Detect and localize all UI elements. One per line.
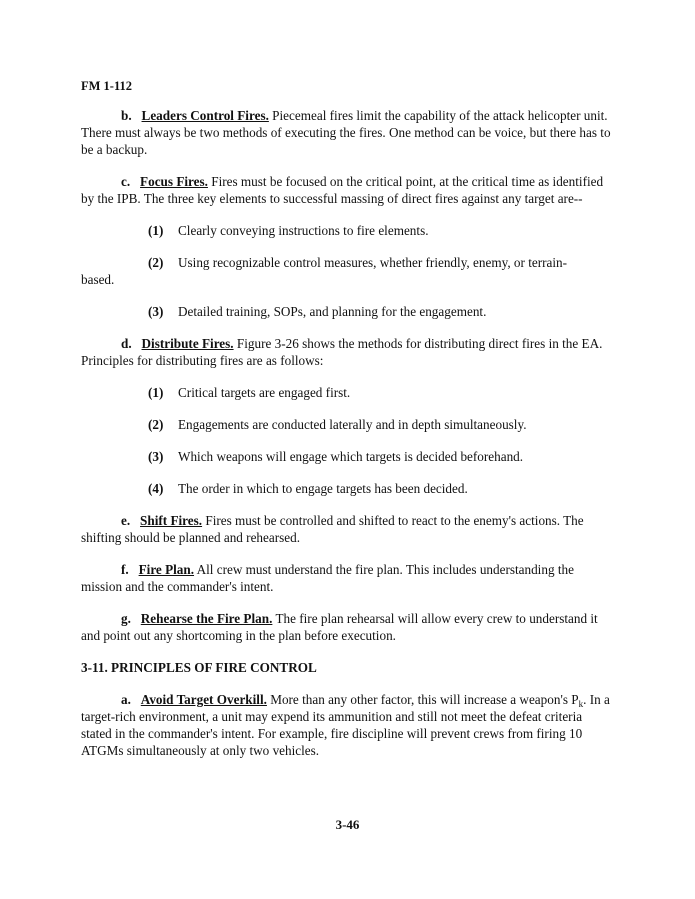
paragraph-text: Piecemeal fires limit the capability of the attack helicopter unit. There must always be two methods of executing the fires. One method can be voice, but there has to be a backup. <box>81 108 611 157</box>
paragraph-label: d. <box>121 336 132 351</box>
list-item <box>148 448 611 465</box>
list-item <box>148 416 611 433</box>
paragraph-a <box>81 691 611 759</box>
item-text: Using recognizable control measures, whether friendly, enemy, or terrain- <box>178 255 567 270</box>
paragraph-text-continued: . In a target-rich environment, a unit may expend its ammunition and still not meet the defeat criteria stated in the commander's intent. For example, fire discipline will prevent crews from firing 10 ATGMs simultaneously at only two vehicles. <box>81 692 610 758</box>
paragraph-label: e. <box>121 513 131 528</box>
paragraph-text: All crew must understand the fire plan. This includes understanding the mission and the commander's intent. <box>81 562 574 594</box>
page-number: 3-46 <box>335 817 360 832</box>
document-page <box>81 78 611 774</box>
paragraph-g <box>81 610 611 644</box>
list-item <box>148 222 611 239</box>
item-number: (1) <box>148 223 164 238</box>
paragraph-e <box>81 512 611 546</box>
paragraph-title: Shift Fires. <box>140 513 203 528</box>
paragraph-b <box>81 107 611 158</box>
paragraph-label: a. <box>121 692 131 707</box>
paragraph-label: c. <box>121 174 131 189</box>
item-text: Detailed training, SOPs, and planning for the engagement. <box>178 304 487 319</box>
paragraph-label: f. <box>121 562 129 577</box>
paragraph-text: More than any other factor, this will increase a weapon's P <box>266 692 579 707</box>
paragraph-text: Fires must be controlled and shifted to react to the enemy's actions. The shifting should be planned and rehearsed. <box>81 513 584 545</box>
paragraph-title: Leaders Control Fires. <box>141 108 269 123</box>
item-text: Which weapons will engage which targets is decided beforehand. <box>178 449 524 464</box>
list-item <box>148 480 611 497</box>
paragraph-title: Rehearse the Fire Plan. <box>140 611 273 626</box>
paragraph-title: Focus Fires. <box>140 174 208 189</box>
paragraph-text: The fire plan rehearsal will allow every crew to understand it and point out any shortcoming in the plan before execution. <box>81 611 598 643</box>
item-number: (4) <box>148 481 164 496</box>
item-text: Critical targets are engaged first. <box>178 385 351 400</box>
list-item <box>148 303 611 320</box>
item-text: The order in which to engage targets has been decided. <box>178 481 468 496</box>
item-number: (2) <box>148 255 164 270</box>
item-text: Engagements are conducted laterally and in depth simultaneously. <box>178 417 527 432</box>
item-text-continued: based. <box>81 272 115 287</box>
paragraph-text: Figure 3-26 shows the methods for distributing direct fires in the EA. Principles for distributing fires are as follows: <box>81 336 603 368</box>
paragraph-d <box>81 335 611 369</box>
item-number: (1) <box>148 385 164 400</box>
item-number: (3) <box>148 304 164 319</box>
paragraph-text: Fires must be focused on the critical point, at the critical time as identified by the IPB. The three key elements to successful massing of direct fires against any target are-- <box>81 174 604 206</box>
paragraph-label: b. <box>121 108 132 123</box>
list-item <box>148 384 611 401</box>
paragraph-title: Fire Plan. <box>138 562 195 577</box>
paragraph-label: g. <box>121 611 131 626</box>
item-number: (2) <box>148 417 164 432</box>
section-heading: 3-11. PRINCIPLES OF FIRE CONTROL <box>81 660 317 675</box>
manual-header: FM 1-112 <box>81 79 133 93</box>
paragraph-f <box>81 561 611 595</box>
list-item <box>81 254 611 288</box>
subscript-k: k <box>578 699 584 709</box>
item-text: Clearly conveying instructions to fire elements. <box>178 223 429 238</box>
paragraph-title: Avoid Target Overkill. <box>140 692 267 707</box>
item-number: (3) <box>148 449 164 464</box>
paragraph-title: Distribute Fires. <box>141 336 234 351</box>
paragraph-c <box>81 173 611 207</box>
